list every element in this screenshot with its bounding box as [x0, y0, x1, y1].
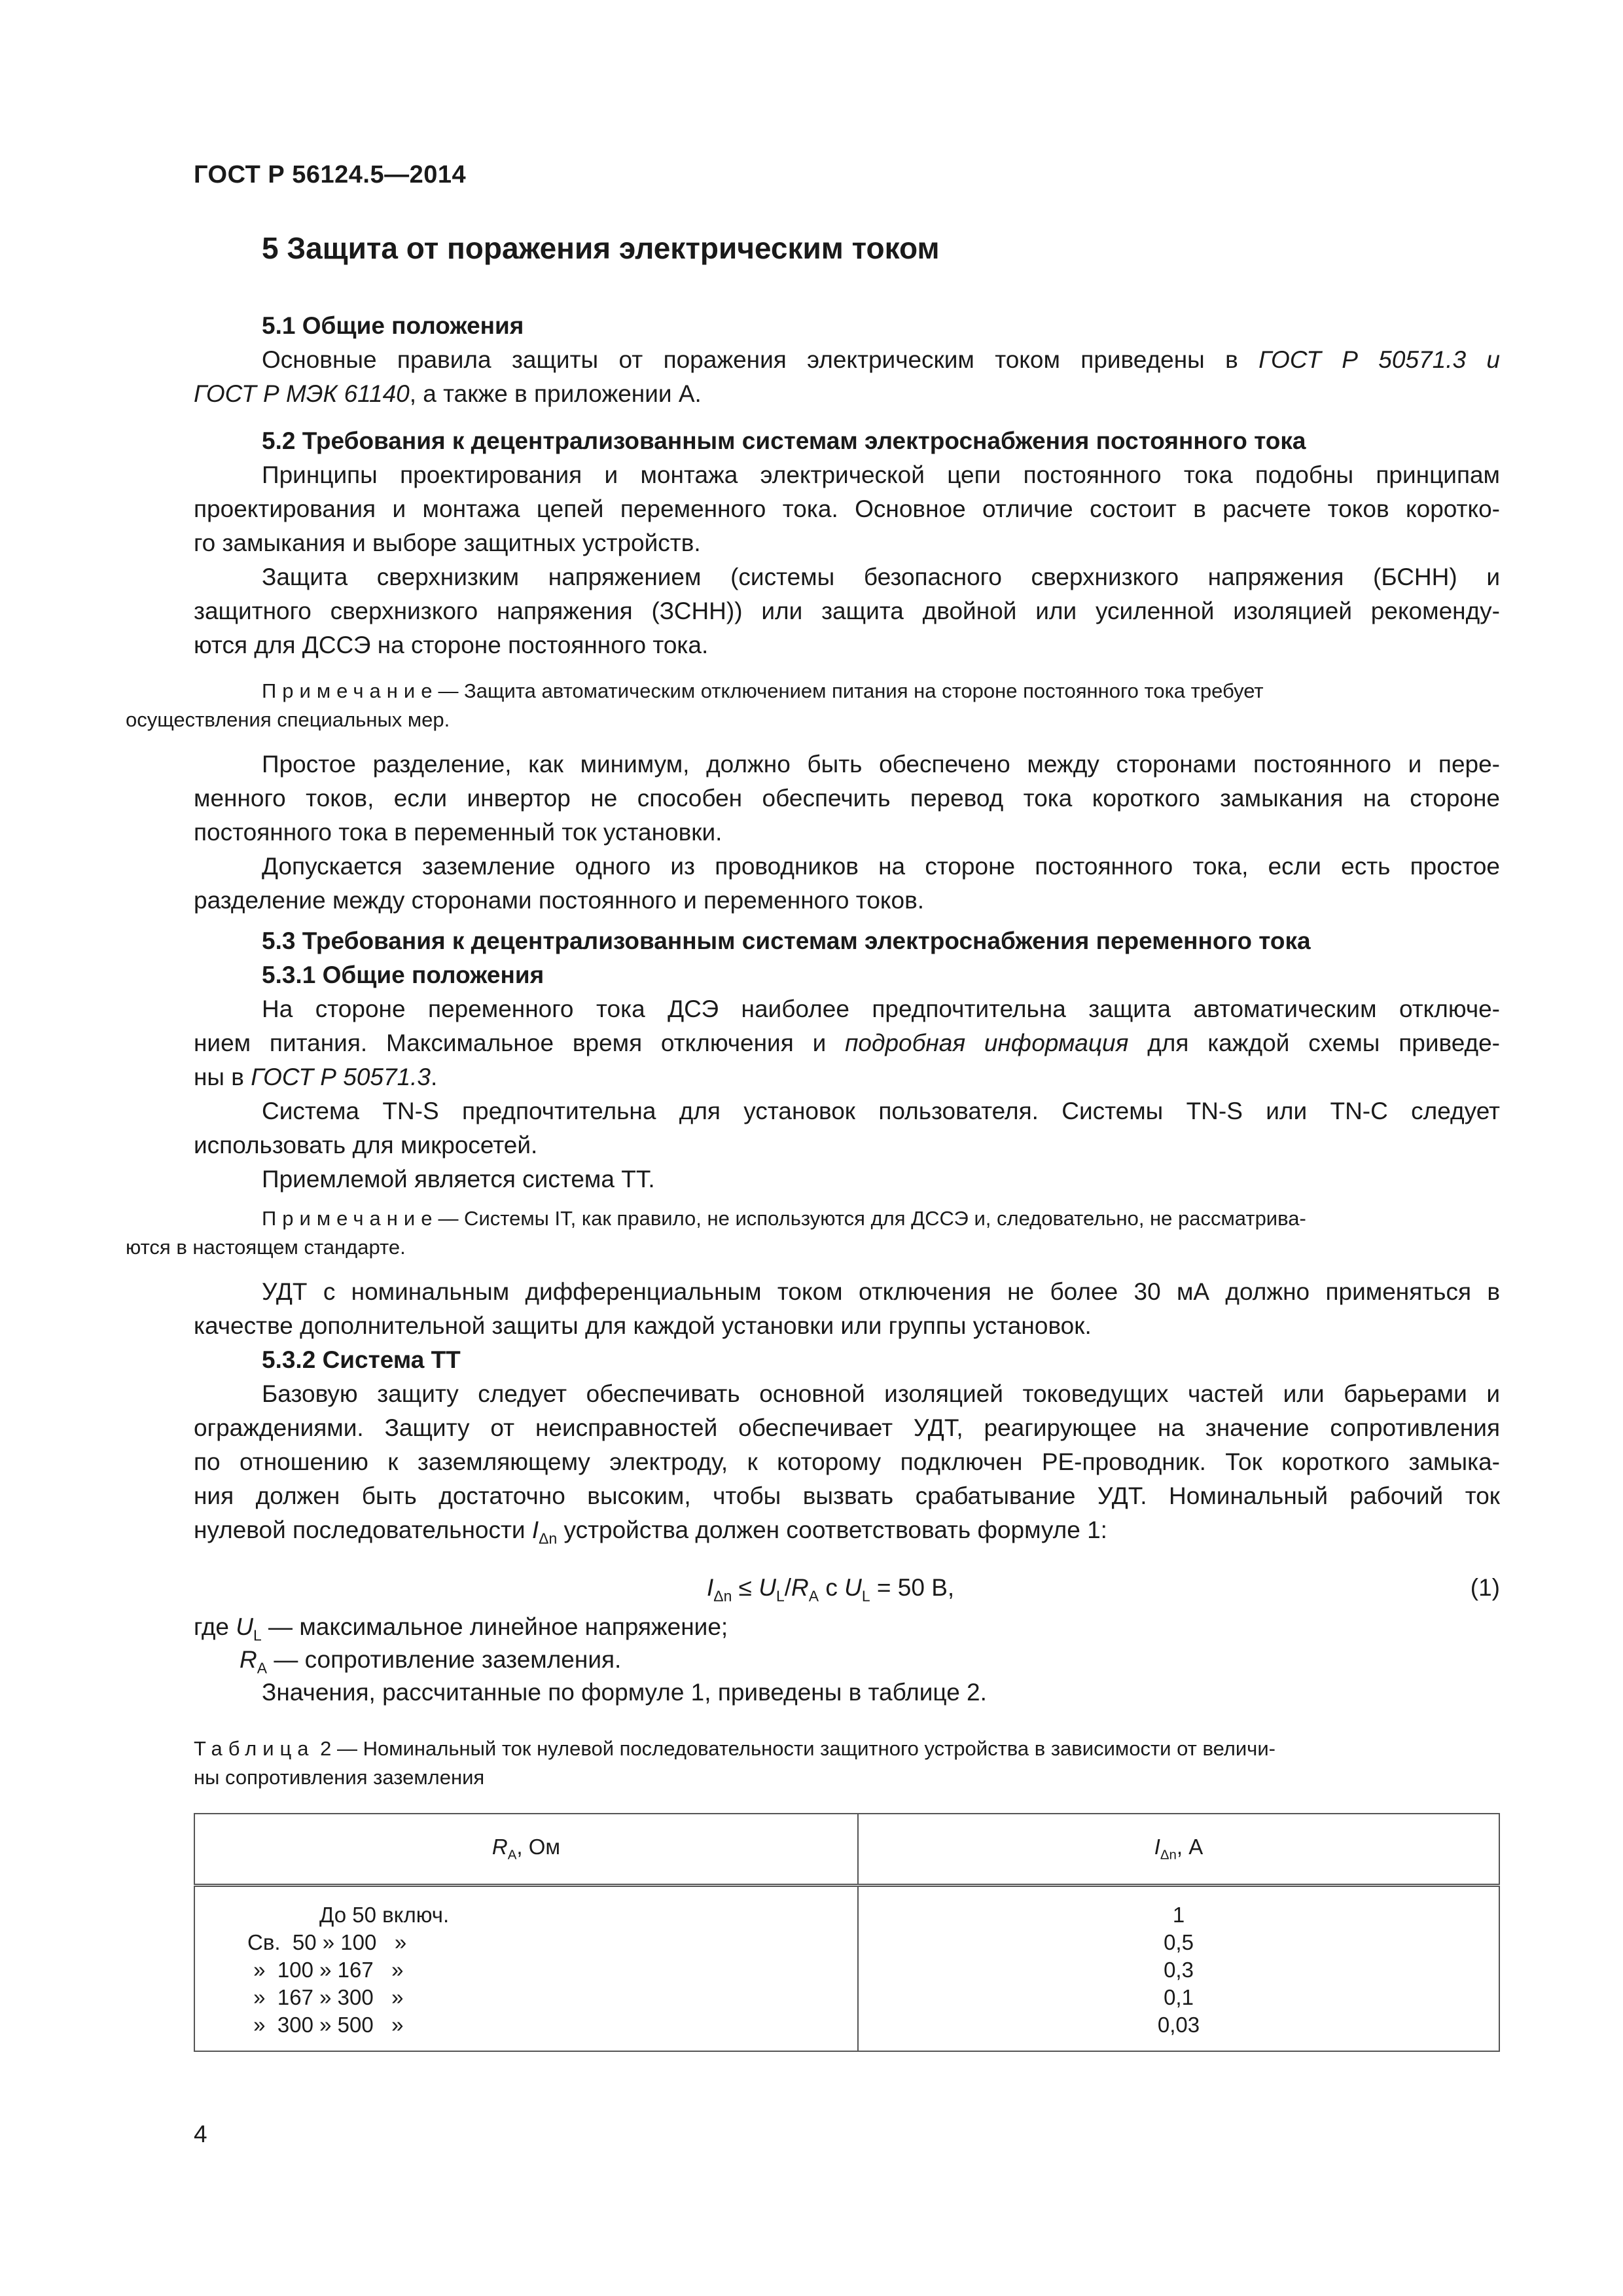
table-2 — [194, 1813, 1500, 2052]
table-cell: До 50 включ. — [247, 1903, 450, 1927]
note-label: Примечание — [262, 1207, 438, 1230]
paragraph: Допускается заземление одного из проводников на стороне постоянного тока, если есть простое разделение между сторонами постоянного и переменного токов. — [194, 853, 1500, 914]
table-cell: 0,1 — [1164, 1985, 1194, 2009]
subsection-5-2 — [126, 424, 1500, 918]
paragraph: УДТ с номинальным дифференциальным током отключения не более 30 мА должно применяться в качестве дополнительной защиты для каждой установки или группы установок. — [194, 1278, 1500, 1339]
subsection-heading: 5.3.2 Система ТТ — [262, 1346, 461, 1373]
column-header-current: $I_{\Delta n}$, А — [858, 1814, 1499, 1886]
table-label: Таблица — [194, 1737, 315, 1760]
current-values — [858, 1886, 1499, 2052]
formula-legend-2: $R_A$ — сопротивление заземления. — [240, 1646, 622, 1677]
subsection-5-1 — [194, 309, 1500, 411]
paragraph: На стороне переменного тока ДСЭ наиболее предпочтительна защита автоматическим отключе- нием питания. Максимальное время отключения и подробная информация для каждой схемы приведе- ны в ГОСТ Р 50571.3. — [194, 996, 1500, 1090]
paragraph: Принципы проектирования и монтажа электрической цепи постоянного тока подобны принципам проектирования и монтажа цепей переменного тока. Основное отличие состоит в расчете токов коротко- го замыкания и выборе защитных устройств. — [194, 461, 1500, 556]
resistance-ranges — [194, 1886, 858, 2052]
subsection-5-3 — [126, 924, 1500, 1555]
subsection-heading: 5.2 Требования к децентрализованным системам электроснабжения постоянного тока — [262, 427, 1306, 454]
paragraph: Система TN-S предпочтительна для установок пользователя. Системы TN-S или TN-C следует использовать для микросетей. — [194, 1098, 1500, 1158]
formula-legend: где $U_L$ — максимальное линейное напряжение; — [194, 1613, 728, 1644]
paragraph: Защита сверхнизким напряжением (системы безопасного сверхнизкого напряжения (БСНН) и защитного сверхнизкого напряжения (ЗСНН)) или защита двойной или усиленной изоляцией рекоменду- ются для ДССЭ на стороне постоянного тока. — [194, 564, 1500, 658]
note: Примечание— Защита автоматическим отключением питания на стороне постоянного тока требует осуществления специальных мер. — [126, 679, 1264, 731]
reference-link: ГОСТ Р 50571.3 — [251, 1064, 431, 1090]
section-title: 5 Защита от поражения электрическим током — [262, 231, 940, 265]
table-cell: Св. 50 » 100 » — [247, 1930, 407, 1954]
reference-link: ГОСТ Р 50571.3 и — [1258, 346, 1500, 373]
table-caption: Таблица 2 — Номинальный ток нулевой последовательности защитного устройства в зависимости от величи- ны сопротивления заземления — [194, 1737, 1275, 1789]
formula-1: $I_{\Delta n} \le U_L/R_A$ с $U_L = 50$ В, — [707, 1574, 955, 1605]
paragraph: Простое разделение, как минимум, должно быть обеспечено между сторонами постоянного и пере- менного токов, если инвертор не способен обеспечить перевод тока короткого замыкания на стороне постоянного тока в переменный ток установки. — [194, 751, 1500, 846]
subsection-heading: 5.3 Требования к децентрализованным системам электроснабжения переменного тока — [262, 927, 1311, 954]
table-cell: 0,3 — [1164, 1958, 1194, 1982]
table-cell: 0,5 — [1164, 1930, 1194, 1954]
formula-number: (1) — [1470, 1574, 1500, 1601]
paragraph: Основные правила защиты от поражения электрическим током приведены в ГОСТ Р 50571.3 и ГОСТ Р МЭК 61140, а также в приложении А. — [194, 346, 1500, 407]
note: Примечание— Системы IT, как правило, не используются для ДССЭ и, следовательно, не рассматрива- ются в настоящем стандарте. — [126, 1207, 1306, 1259]
table-cell: » 167 » 300 » — [247, 1985, 404, 2009]
subsection-heading: 5.3.1 Общие положения — [262, 961, 544, 988]
table-cell: » 300 » 500 » — [247, 2013, 404, 2037]
reference-link: ГОСТ Р МЭК 61140 — [194, 380, 410, 407]
table-header-row — [194, 1814, 1499, 1886]
page-number: 4 — [194, 2121, 207, 2147]
paragraph: Значения, рассчитанные по формуле 1, приведены в таблице 2. — [262, 1679, 987, 1706]
note-label: Примечание — [262, 679, 438, 702]
table-cell: 0,03 — [1157, 2013, 1200, 2037]
paragraph: Приемлемой является система ТТ. — [262, 1166, 655, 1193]
document-id-header: ГОСТ Р 56124.5—2014 — [194, 161, 467, 188]
paragraph: Базовую защиту следует обеспечивать основной изоляцией токоведущих частей или барьерами и ограждениями. Защиту от неисправностей обеспечивает УДТ, реагирующее на значение сопротивления по отношению к заземляющему электроду, к которому подключен РЕ-проводник. Ток короткого замыка- ния должен быть достаточно высоким, чтобы вызвать срабатывание УДТ. Номинальный рабочий ток нулевой последовательности $I_{\Delta n}$ устройства должен соответствовать формуле 1: — [194, 1380, 1500, 1547]
table-row — [194, 1886, 1499, 2052]
table-cell: 1 — [1172, 1903, 1185, 1927]
table-cell: » 100 » 167 » — [247, 1958, 404, 1982]
subsection-heading: 5.1 Общие положения — [262, 312, 524, 339]
column-header-resistance: $R_A$, Ом — [194, 1814, 858, 1886]
